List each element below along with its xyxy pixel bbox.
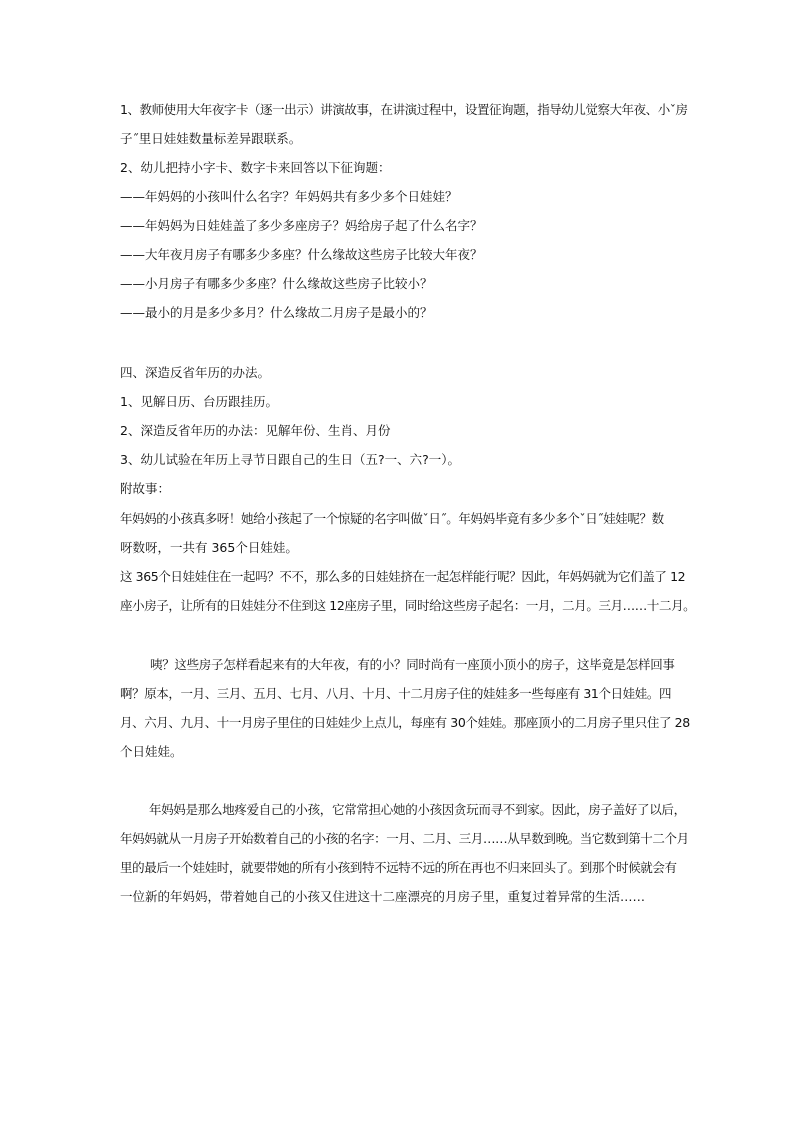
story-line: 年妈妈就从一月房子开始数着自己的小孩的名字：一月、二月、三月……从早数到晚。当它数到第十二个月 [120, 831, 689, 846]
story-line: 里的最后一个娃娃时，就要带她的所有小孩到特不远特不远的所在再也不归来回头了。到那个时候就会有 [120, 860, 677, 875]
question-line: ——小月房子有哪多少多座？什么缘故这些房子比较小？ [120, 276, 433, 291]
story-line: 月、六月、九月、十一月房子里住的日娃娃少上点儿，每座有 30个娃娃。那座顶小的二月房子里只住了 28 [120, 715, 690, 730]
story-line: 咦？这些房子怎样看起来有的大年夜，有的小？同时尚有一座顶小顶小的房子，这毕竟是怎样回事 [150, 657, 675, 672]
story-line: 这 365个日娃娃住在一起吗？不不，那么多的日娃娃挤在一起怎样能行呢？因此，年妈妈就为它们盖了 12 [120, 569, 686, 584]
story-line: 呀数呀，一共有 365个日娃娃。 [120, 540, 298, 555]
story-heading: 附故事： [120, 481, 171, 496]
question-line: ——最小的月是多少多月？什么缘故二月房子是最小的？ [120, 305, 433, 320]
question-line: ——年妈妈的小孩叫什么名字？年妈妈共有多少多个日娃娃？ [120, 189, 458, 204]
story-line: 个日娃娃。 [120, 744, 183, 759]
story-line: 年妈妈是那么地疼爱自己的小孩，它常常担心她的小孩因贪玩而寻不到家。因此，房子盖好了以后， [149, 802, 686, 817]
question-line: ——年妈妈为日娃娃盖了多少多座房子？妈给房子起了什么名字？ [120, 218, 483, 233]
paragraph-line: 2、幼儿把持小字卡、数字卡来回答以下征询题： [120, 160, 391, 175]
story-line: 年妈妈的小孩真多呀！她给小孩起了一个惊疑的名字叫做ˇ日˝。年妈妈毕竟有多少多个ˇ日˝娃娃呢？数 [120, 511, 664, 526]
paragraph-line: 1、见解日历、台历跟挂历。 [120, 394, 278, 409]
question-line: ——大年夜月房子有哪多少多座？什么缘故这些房子比较大年夜？ [120, 247, 483, 262]
paragraph-line: 2、深造反省年历的办法：见解年份、生肖、月份 [120, 423, 391, 438]
story-line: 一位新的年妈妈，带着她自己的小孩又住进这十二座漂亮的月房子里，重复过着异常的生活…… [120, 889, 646, 904]
story-line: 啊？原本，一月、三月、五月、七月、八月、十月、十二月房子住的娃娃多一些每座有 31个日娃娃。四 [120, 686, 672, 701]
section-heading: 四、深造反省年历的办法。 [120, 365, 271, 380]
paragraph-line: 3、幼儿试验在年历上寻节日跟自己的生日（五?一、六?一）。 [120, 452, 460, 467]
paragraph-line: 1、教师使用大年夜字卡（逐一出示）讲演故事，在讲演过程中，设置征询题，指导幼儿觉察大年夜、小ˇ房 [120, 102, 688, 117]
story-line: 座小房子，让所有的日娃娃分不住到这 12座房子里，同时给这些房子起名：一月，二月。三月……十二月。 [120, 598, 696, 613]
paragraph-line: 子˝里日娃娃数量标差异跟联系。 [120, 131, 302, 146]
